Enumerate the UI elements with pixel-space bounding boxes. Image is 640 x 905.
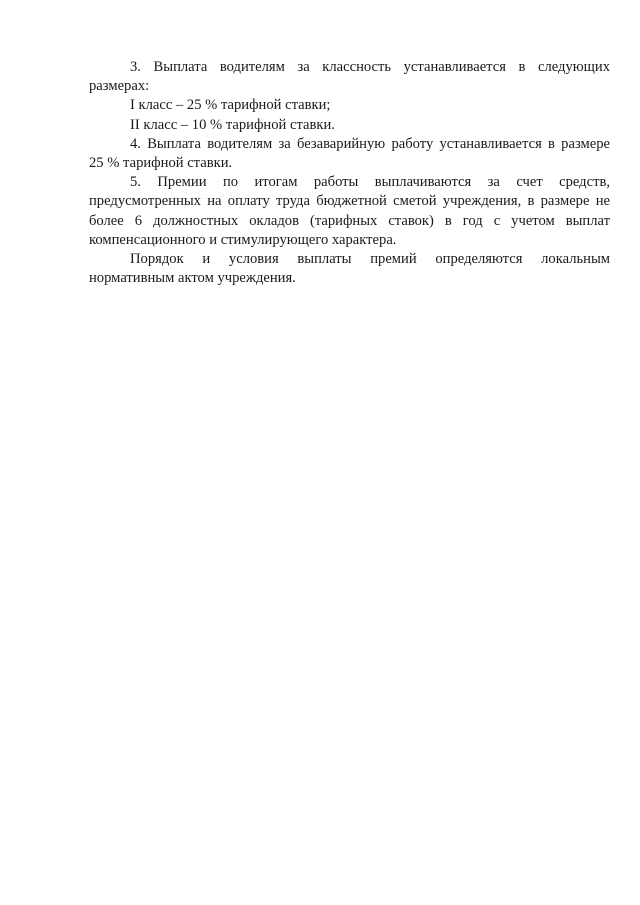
text-line: размерах: [89,78,150,95]
text-line: 25 % тарифной ставки. [89,155,233,172]
text-line: Порядок и условия выплаты премий определяются локальным [130,251,610,268]
text-line: нормативным актом учреждения. [89,270,296,287]
text-line: более 6 должностных окладов (тарифных ставок) в год с учетом выплат [89,212,610,229]
text-line: предусмотренных на оплату труда бюджетной сметой учреждения, в размере не [89,193,610,210]
paragraph-bonus-procedure [89,250,610,288]
paragraph-accident-free-payment [89,135,610,173]
paragraph-classness-payment [89,58,610,96]
paragraph-class-one [89,96,610,115]
paragraph-class-two [89,116,610,135]
text-line: I класс – 25 % тарифной ставки; [130,97,331,114]
document-body [89,58,610,288]
text-line: II класс – 10 % тарифной ставки. [130,116,335,133]
text-line: 5. Премии по итогам работы выплачиваются за счет средств, [130,174,610,191]
text-line: 3. Выплата водителям за классность устанавливается в следующих [130,59,610,75]
text-line: 4. Выплата водителям за безаварийную работу устанавливается в размере [130,135,610,152]
paragraph-bonuses [89,173,610,250]
text-line: компенсационного и стимулирующего характера. [89,231,397,248]
